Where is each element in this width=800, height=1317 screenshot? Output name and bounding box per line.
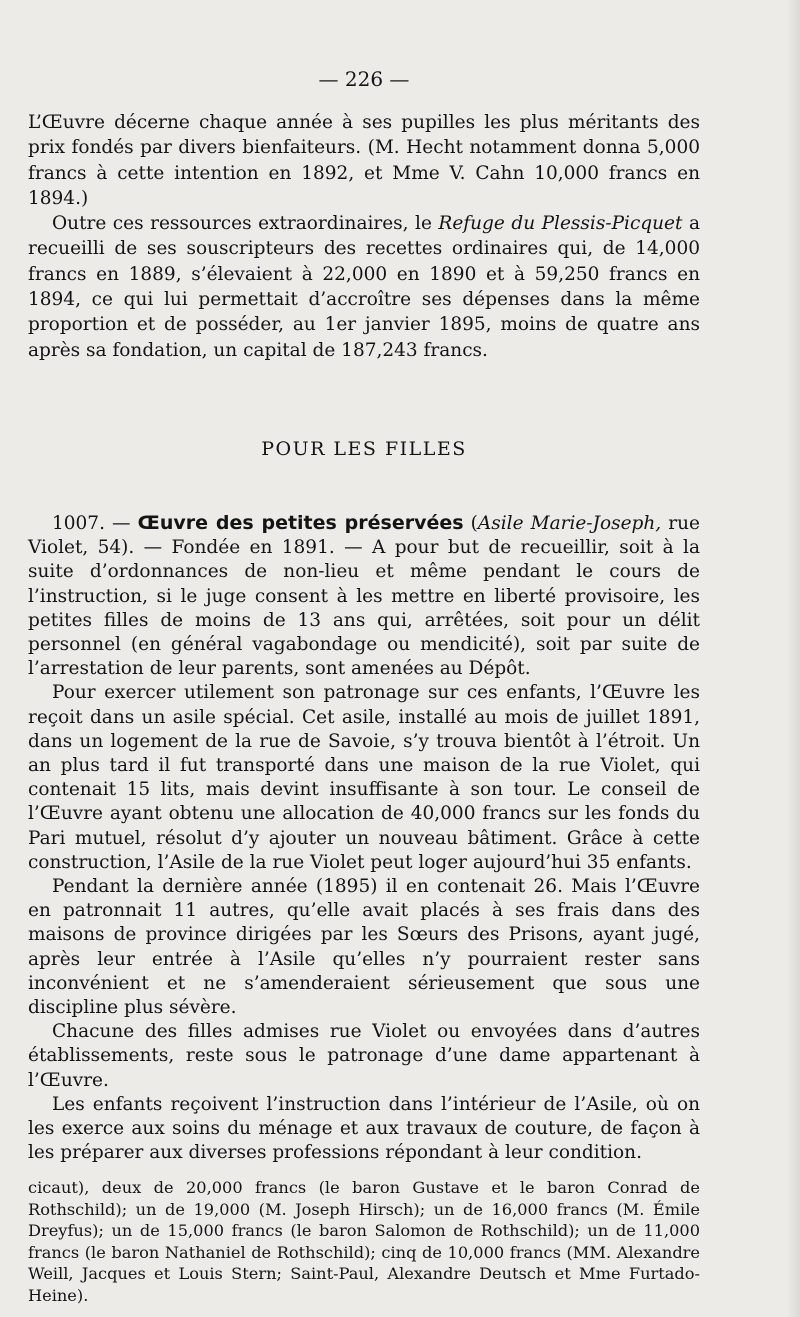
page-edge-shadow — [786, 0, 800, 1317]
page-number: — 226 — — [318, 67, 410, 91]
entry-paren-open: ( — [463, 512, 478, 534]
intro-paragraph-2 — [28, 211, 700, 363]
section-heading: POUR LES FILLES — [261, 437, 467, 460]
entry-1007 — [28, 511, 700, 1165]
entry-title: Œuvre des petites préservées — [137, 511, 464, 534]
entry-number: 1007. — — [52, 512, 138, 534]
intro-p2-before: Outre ces ressources extraordinaires, le — [52, 213, 439, 235]
entry-paragraph-2: Pour exercer utilement son patronage sur ces enfants, l’Œuvre les reçoit dans un asile spécial. Cet asile, installé au mois de juillet 1891, dans un logement de la rue de Savoie, s’y trouva bientôt à l’étroit. Un an plus tard il fut transporté dans une maison de la rue Violet, qui contenait 15 lits, mais devint insuffisante à son tour. Le conseil de l’Œuvre ayant obtenu une allocation de 40,000 francs sur les fonds du Pari mutuel, résolut d’y ajouter un nouveau bâtiment. Grâce à cette construction, l’Asile de la rue Violet peut loger aujourd’hui 35 enfants. — [28, 682, 700, 873]
refuge-name: Refuge du Plessis-Picquet — [438, 213, 683, 235]
footnote — [28, 1177, 700, 1306]
intro-p2-after: a recueilli de ses souscripteurs des recettes ordinaires qui, de 14,000 francs en 1889, s’élevaient à 22,000 en 1890 et à 59,250 francs en 1894, ce qui lui permettait d’accroître ses dépenses dans la même proportion et de posséder, au 1er janvier 1895, moins de quatre ans après sa fondation, un capital de 187,243 francs. — [28, 213, 700, 361]
intro-section — [28, 110, 700, 363]
intro-paragraph-1: L’Œuvre décerne chaque année à ses pupilles les plus méritants des prix fondés par divers bienfaiteurs. (M. Hecht notamment donna 5,000 francs à cette intention en 1892, et Mme V. Cahn 10,000 francs en 1894.) — [28, 112, 700, 209]
entry-paragraph-1 — [28, 511, 700, 681]
entry-description: rue Violet, 54). — Fondée en 1891. — A pour but de recueillir, soit à la suite d’ordonnances de non-lieu et même pendant le cours de l’instruction, si le juge consent à les mettre en liberté provisoire, les petites filles de moins de 13 ans qui, arrêtées, soit pour un délit personnel (en général vagabondage ou mendicité), soit par suite de l’arrestation de leur parents, sont amenées au Dépôt. — [28, 512, 701, 680]
entry-place: Asile Marie-Joseph, — [477, 512, 662, 534]
entry-paragraph-5: Les enfants reçoivent l’instruction dans l’intérieur de l’Asile, où on les exerce aux soins du ménage et aux travaux de couture, de façon à les préparer aux diverses professions répondant à leur condition. — [28, 1093, 700, 1164]
page-content — [28, 62, 700, 1306]
entry-paragraph-3: Pendant la dernière année (1895) il en contenait 26. Mais l’Œuvre en patronnait 11 autres, qu’elle avait placés à ses frais dans des maisons de province dirigées par les Sœurs des Prisons, ayant jugé, après leur entrée à l’Asile qu’elles n’y pourraient rester sans inconvénient et ne s’amenderaient sérieusement que sous une discipline plus sévère. — [28, 876, 700, 1019]
entry-paragraph-4: Chacune des filles admises rue Violet ou envoyées dans d’autres établissements, reste sous le patronage d’une dame appartenant à l’Œuvre. — [28, 1021, 700, 1091]
footnote-text: cicaut), deux de 20,000 francs (le baron Gustave et le baron Conrad de Rothschild); un de 19,000 (M. Joseph Hirsch); un de 16,000 francs (M. Émile Dreyfus); un de 15,000 francs (le baron Salomon de Rothschild); un de 11,000 francs (le baron Nathaniel de Rothschild); cinq de 10,000 francs (MM. Alexandre Weill, Jacques et Louis Stern; Saint-Paul, Alexandre Deutsch et Mme Furtado-Heine). — [28, 1178, 700, 1305]
